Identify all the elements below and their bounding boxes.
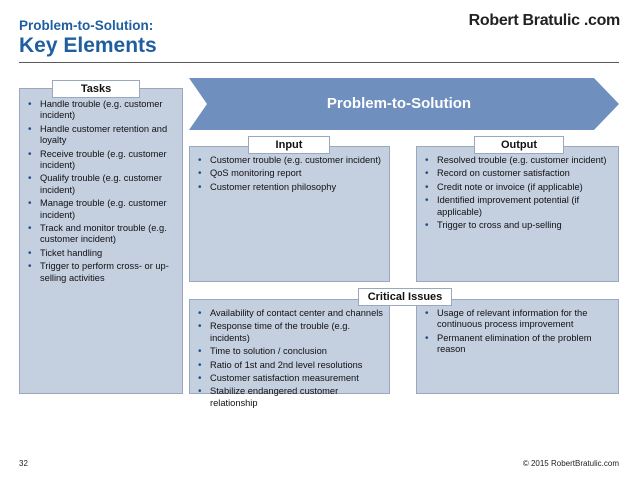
output-panel — [416, 146, 619, 282]
list-item: • Ticket handling — [26, 248, 176, 259]
list-item: • Record on customer satisfaction — [423, 168, 612, 179]
page-number: 32 — [19, 459, 28, 468]
list-item: • Ratio of 1st and 2nd level resolutions — [196, 360, 385, 371]
list-item: • Response time of the trouble (e.g. incidents) — [196, 321, 385, 344]
list-item: • Time to solution / conclusion — [196, 346, 385, 357]
list-item: • Customer satisfaction measurement — [196, 373, 385, 384]
list-item: • Handle trouble (e.g. customer incident) — [26, 99, 176, 122]
list-item: • Trigger to cross and up-selling — [423, 220, 612, 231]
list-item: • Qualify trouble (e.g. customer incident) — [26, 173, 176, 196]
list-item: • Customer retention philosophy — [196, 182, 383, 193]
input-list — [196, 155, 383, 195]
tasks-list — [26, 99, 176, 286]
banner-label: Problem-to-Solution — [326, 95, 472, 112]
list-item: • Customer trouble (e.g. customer incident) — [196, 155, 383, 166]
list-item: • QoS monitoring report — [196, 168, 383, 179]
list-item: • Permanent elimination of the problem reason — [423, 333, 614, 356]
list-item: • Usage of relevant information for the continuous process improvement — [423, 308, 614, 331]
list-item: • Identified improvement potential (if applicable) — [423, 195, 612, 218]
list-item: • Trigger to perform cross- or up-selling activities — [26, 261, 176, 284]
header-divider — [19, 62, 619, 63]
input-panel — [189, 146, 390, 282]
tasks-tag: Tasks — [52, 80, 140, 98]
list-item: • Resolved trouble (e.g. customer incident) — [423, 155, 612, 166]
list-item: • Manage trouble (e.g. customer incident) — [26, 198, 176, 221]
slide-subtitle: Problem-to-Solution: — [19, 18, 154, 33]
output-tag: Output — [474, 136, 564, 154]
output-list — [423, 155, 612, 233]
list-item: • Credit note or invoice (if applicable) — [423, 182, 612, 193]
slide-title: Key Elements — [19, 34, 157, 57]
critical-issues-tag: Critical Issues — [358, 288, 452, 306]
list-item: • Track and monitor trouble (e.g. customer incident) — [26, 223, 176, 246]
critical-issues-right-panel — [416, 299, 619, 394]
brand-logo: Robert Bratulic .com — [468, 12, 620, 29]
tasks-panel — [19, 88, 183, 394]
list-item: • Handle customer retention and loyalty — [26, 124, 176, 147]
list-item: • Receive trouble (e.g. customer incident) — [26, 149, 176, 172]
list-item: • Availability of contact center and channels — [196, 308, 385, 319]
critical-issues-left-panel — [189, 299, 390, 408]
critical-issues-right-list — [423, 308, 614, 358]
copyright: © 2015 RobertBratulic.com — [522, 459, 619, 468]
list-item: • Stabilize endangered customer relationship — [196, 386, 385, 409]
critical-issues-left-list — [196, 308, 385, 411]
input-tag: Input — [248, 136, 330, 154]
